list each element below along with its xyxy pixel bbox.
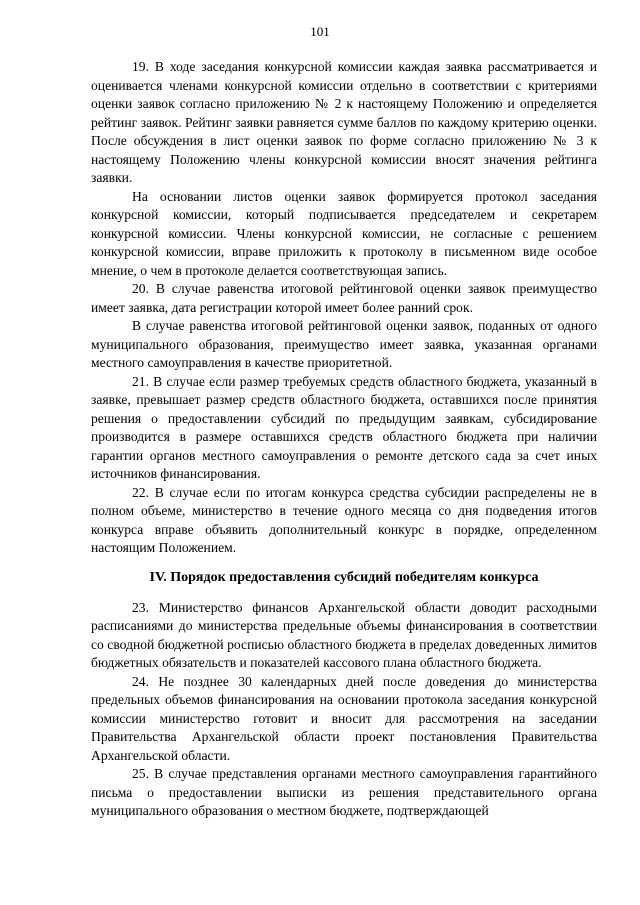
paragraph-22: 22. В случае если по итогам конкурса средства субсидии распределены не в полном объеме, министерство в течение одного месяца со дня подведения итогов конкурса вправе объявить дополнительный конкурс в порядке, определенном настоящим Положением. bbox=[91, 484, 597, 555]
paragraph-25: 25. В случае представления органами местного самоуправления гарантийного письма о предоставлении выписки из решения представительного органа муниципального образования о местном бюджете, подтверждающей bbox=[91, 766, 597, 818]
paragraph-23: 23. Министерство финансов Архангельской области доводит расходными расписаниями до министерства предельные объемы финансирования в соответствии со сводной бюджетной росписью областного бюджета в пределах доведенных лимитов бюджетных обязательств и показателей кассового плана областного бюджета. bbox=[91, 599, 597, 670]
paragraph-20: 20. В случае равенства итоговой рейтинговой оценки заявок преимущество имеет заявка, дата регистрации которой имеет более ранний срок. bbox=[91, 281, 597, 315]
section-heading: IV. Порядок предоставления субсидий победителям конкурса bbox=[149, 569, 539, 585]
document-body bbox=[91, 58, 597, 821]
paragraph-21: 21. В случае если размер требуемых средств областного бюджета, указанный в заявке, превышает размер средств областного бюджета, оставшихся после принятия решения о предоставлении субсидий по предыдущим заявкам, субсидирование производится в размере оставшихся средств областного бюджета при наличии гарантии органов местного самоуправления о ремонте детского сада за счет иных источников финансирования. bbox=[91, 373, 597, 481]
paragraph-19-continuation: На основании листов оценки заявок формируется протокол заседания конкурсной комиссии, который подписывается председателем и секретарем конкурсной комиссии. Члены конкурсной комиссии, не согласные с решением конкурсной комиссии, вправе приложить к протоколу в письменном виде особое мнение, о чем в протоколе делается соответствующая запись. bbox=[91, 188, 597, 278]
page-number: 101 bbox=[310, 24, 330, 39]
paragraph-19: 19. В ходе заседания конкурсной комиссии каждая заявка рассматривается и оценивается членами конкурсной комиссии отдельно в соответствии с критериями оценки заявок согласно приложению № 2 к настоящему Положению и определяется рейтинг заявок. Рейтинг заявки равняется сумме баллов по каждому критерию оценки. После обсуждения в лист оценки заявок по форме согласно приложению № 3 к настоящему Положению члены конкурсной комиссии вносят значения рейтинга заявки. bbox=[91, 59, 597, 185]
paragraph-24: 24. Не позднее 30 календарных дней после доведения до министерства предельных объемов финансирования на основании протокола заседания конкурсной комиссии министерство готовит и вносит для рассмотрения на заседании Правительства Архангельской области проект постановления Правительства Архангельской области. bbox=[91, 673, 597, 763]
paragraph-20-continuation: В случае равенства итоговой рейтинговой оценки заявок, поданных от одного муниципального образования, преимущество имеет заявка, указанная органами местного самоуправления в качестве приоритетной. bbox=[91, 318, 597, 370]
